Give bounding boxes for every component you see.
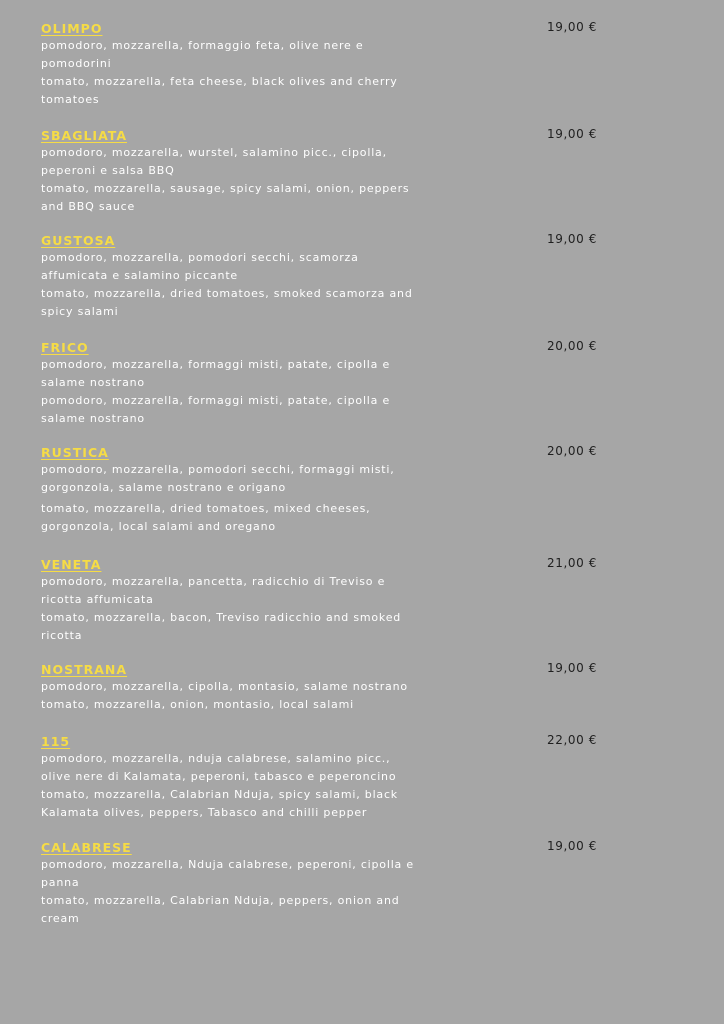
item-description-en: tomato, mozzarella, onion, montasio, local salami — [41, 698, 354, 711]
item-name: GUSTOSA — [41, 233, 116, 248]
item-price: 19,00 € — [546, 20, 597, 34]
item-price: 20,00 € — [546, 339, 597, 353]
menu-item-115 — [41, 731, 641, 822]
item-price: 19,00 € — [546, 839, 597, 853]
menu-item-veneta — [41, 554, 641, 645]
item-description-en: tomato, mozzarella, dried tomatoes, mixed cheeses, gorgonzola, local salami and oregano — [41, 502, 371, 533]
menu-item-olimpo — [41, 18, 641, 109]
item-description-it: pomodoro, mozzarella, nduja calabrese, salamino picc., olive nere di Kalamata, peperoni, tabasco e peperoncino — [41, 752, 397, 783]
item-description-en: tomato, mozzarella, Calabrian Nduja, peppers, onion and cream — [41, 894, 400, 925]
item-name: VENETA — [41, 557, 102, 572]
item-price: 19,00 € — [546, 127, 597, 141]
item-name: OLIMPO — [41, 21, 103, 36]
item-description-it: pomodoro, mozzarella, pancetta, radicchio di Treviso e ricotta affumicata — [41, 575, 386, 606]
item-description-it: pomodoro, mozzarella, pomodori secchi, scamorza affumicata e salamino piccante — [41, 251, 359, 282]
item-name: RUSTICA — [41, 445, 109, 460]
item-name: 115 — [41, 734, 71, 749]
item-description-en: tomato, mozzarella, Calabrian Nduja, spicy salami, black Kalamata olives, peppers, Tabasco and chilli pepper — [41, 788, 398, 819]
item-description-en: tomato, mozzarella, bacon, Treviso radicchio and smoked ricotta — [41, 611, 402, 642]
item-description-en: tomato, mozzarella, dried tomatoes, smoked scamorza and spicy salami — [41, 287, 413, 318]
item-description-it: pomodoro, mozzarella, formaggio feta, olive nere e pomodorini — [41, 39, 364, 70]
item-price: 19,00 € — [546, 661, 597, 675]
menu-item-rustica — [41, 442, 641, 536]
menu-item-calabrese — [41, 837, 641, 928]
item-description-it: pomodoro, mozzarella, formaggi misti, patate, cipolla e salame nostrano — [41, 358, 391, 389]
menu-item-frico — [41, 337, 641, 428]
item-price: 19,00 € — [546, 232, 597, 246]
item-name: SBAGLIATA — [41, 128, 128, 143]
menu-item-gustosa — [41, 230, 641, 321]
item-name: CALABRESE — [41, 840, 132, 855]
item-price: 21,00 € — [546, 556, 597, 570]
item-name: FRICO — [41, 340, 89, 355]
item-description-it: pomodoro, mozzarella, wurstel, salamino picc., cipolla, peperoni e salsa BBQ — [41, 146, 387, 177]
menu-item-sbagliata — [41, 125, 641, 216]
item-price: 22,00 € — [546, 733, 597, 747]
item-description-it: pomodoro, mozzarella, Nduja calabrese, peperoni, cipolla e panna — [41, 858, 414, 889]
item-description-en: tomato, mozzarella, sausage, spicy salami, onion, peppers and BBQ sauce — [41, 182, 410, 213]
menu-item-nostrana — [41, 659, 641, 714]
item-price: 20,00 € — [546, 444, 597, 458]
item-name: NOSTRANA — [41, 662, 128, 677]
item-description-it: pomodoro, mozzarella, cipolla, montasio, salame nostrano — [41, 680, 408, 693]
item-description-it: pomodoro, mozzarella, pomodori secchi, formaggi misti, gorgonzola, salame nostrano e origano — [41, 463, 395, 494]
item-description-en: tomato, mozzarella, feta cheese, black olives and cherry tomatoes — [41, 75, 398, 106]
item-description-en: pomodoro, mozzarella, formaggi misti, patate, cipolla e salame nostrano — [41, 394, 391, 425]
